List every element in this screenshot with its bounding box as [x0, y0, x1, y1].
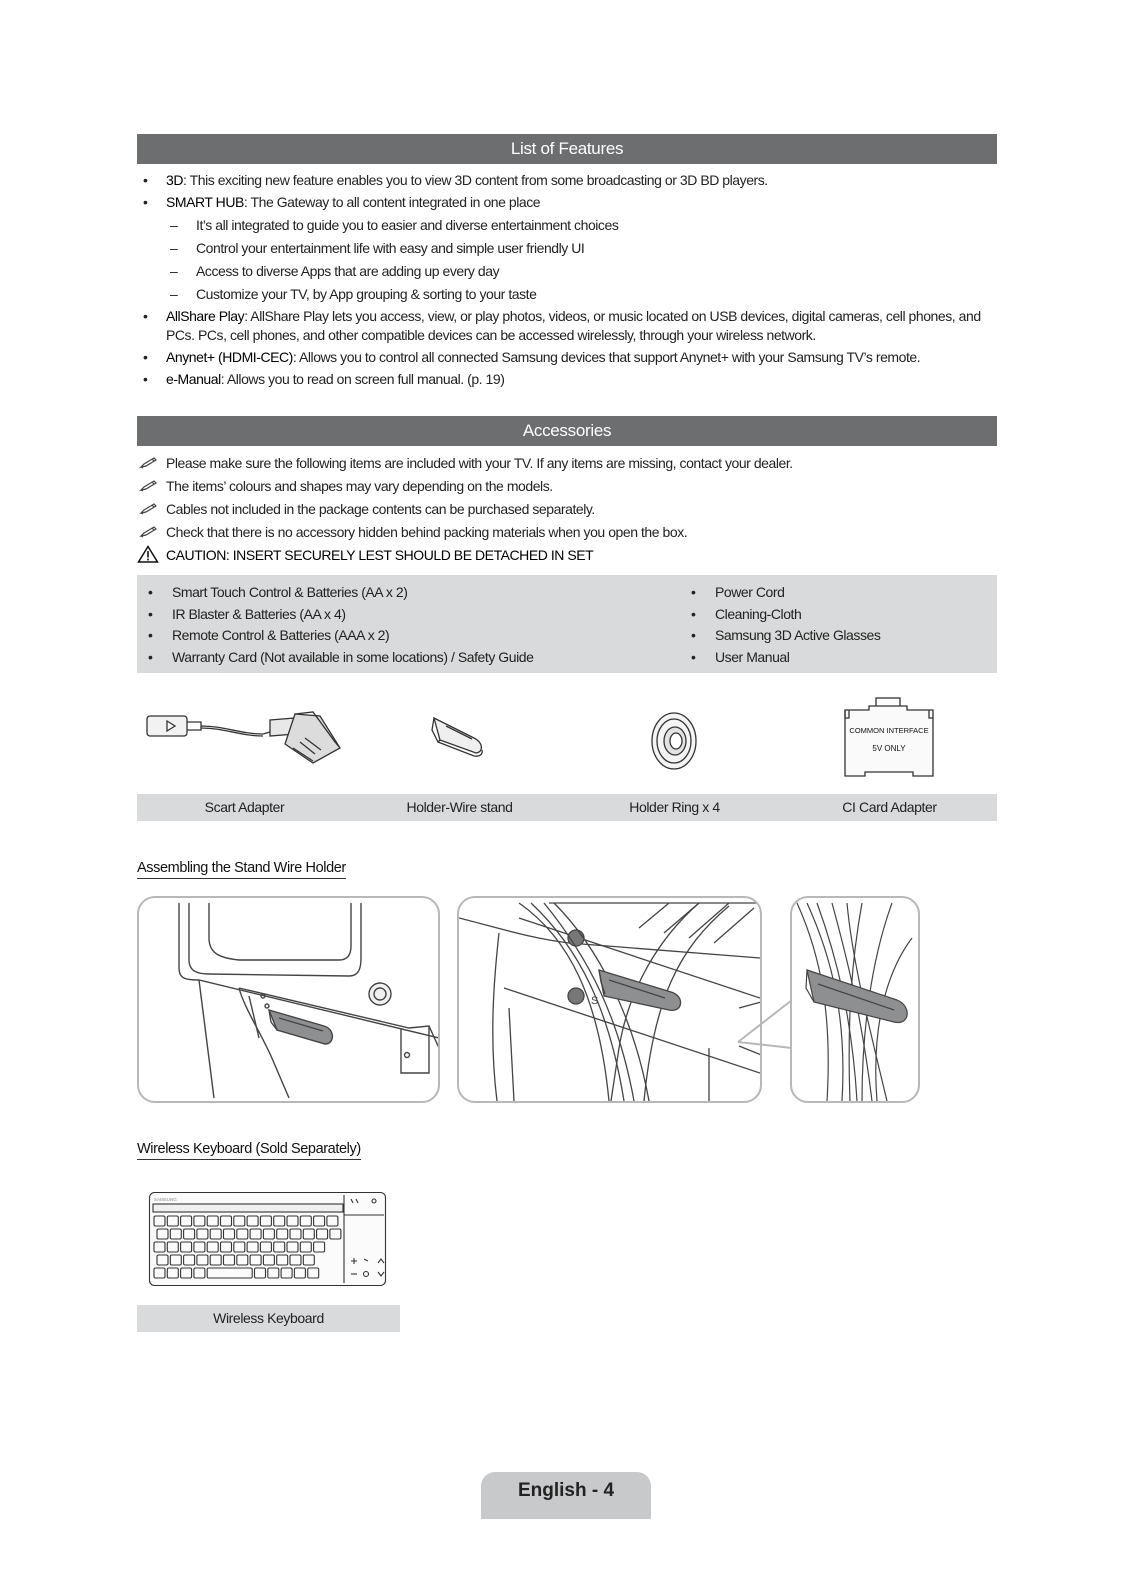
accessory-item: • Remote Control & Batteries (AAA x 2) [148, 627, 390, 644]
note-item: Check that there is no accessory hidden behind packing materials when you open the box. [137, 523, 997, 546]
wireless-keyboard-icon [148, 1191, 388, 1287]
keyboard-heading: Wireless Keyboard (Sold Separately) [137, 1141, 361, 1160]
ci-card-label-1: COMMON INTERFACE [849, 726, 929, 735]
caption-ci-card-adapter: CI Card Adapter [842, 799, 937, 815]
ci-card-adapter-icon [841, 696, 937, 782]
assembly-step-1-panel [137, 896, 440, 1103]
feature-subitem: – Access to diverse Apps that are adding up every day [170, 263, 500, 279]
accessory-item: • User Manual [691, 649, 790, 666]
caption-holder-ring: Holder Ring x 4 [629, 799, 720, 815]
note-item: Please make sure the following items are included with your TV. If any items are missing, contact your dealer. [137, 454, 997, 477]
holder-wire-stand-icon [428, 712, 490, 758]
scart-adapter-icon [145, 708, 345, 770]
ci-card-label-2: 5V ONLY [872, 744, 906, 753]
features-title: List of Features [137, 134, 997, 164]
holder-ring-icon [648, 710, 700, 772]
features-list [137, 171, 997, 389]
accessory-item: • Smart Touch Control & Batteries (AA x 2) [148, 584, 408, 600]
caption-scart-adapter: Scart Adapter [204, 799, 285, 815]
pencil-note-icon [139, 479, 159, 493]
note-item: Cables not included in the package contents can be purchased separately. [137, 500, 997, 523]
assembly-step-3-illustration [792, 898, 918, 1101]
feature-item: • Anynet+ (HDMI-CEC): Allows you to control all connected Samsung devices that support Anynet+ with your Samsung TV’s remote. [143, 349, 921, 365]
caution-note: CAUTION: INSERT SECURELY LEST SHOULD BE DETACHED IN SET [137, 546, 997, 569]
stand-wire-heading: Assembling the Stand Wire Holder [137, 860, 346, 879]
accessories-left-list [148, 582, 533, 669]
note-item: The items’ colours and shapes may vary depending on the models. [137, 477, 997, 500]
warning-triangle-icon [137, 545, 159, 563]
caption-wireless-keyboard: Wireless Keyboard [213, 1310, 324, 1326]
assembly-step-3-panel [790, 896, 920, 1103]
caption-holder-wire-stand: Holder-Wire stand [406, 799, 513, 815]
pencil-note-icon [139, 525, 159, 539]
assembly-step-2-panel [457, 896, 762, 1103]
accessories-title: Accessories [137, 416, 997, 446]
panel-letter: S [591, 995, 599, 1007]
feature-item: • e-Manual: Allows you to read on screen full manual. (p. 19) [143, 371, 505, 387]
pencil-note-icon [139, 456, 159, 470]
page-footer-tab [481, 1472, 651, 1519]
accessory-item: • IR Blaster & Batteries (AA x 4) [148, 605, 346, 622]
accessory-item: • Power Cord [691, 584, 785, 600]
accessories-right-list [691, 582, 880, 669]
feature-item: • AllShare Play: AllShare Play lets you access, view, or play photos, videos, or music located on USB devices, digital cameras, cell phones, and PCs. PCs, cell phones, and other compatible devices can be accessed wirelessly, through your wireless network. [143, 308, 981, 343]
accessory-item: • Warranty Card (Not available in some locations) / Safety Guide [148, 649, 534, 666]
accessories-notes [137, 454, 997, 569]
feature-subitem: – Customize your TV, by App grouping & sorting to your taste [170, 286, 537, 302]
feature-item: • 3D: This exciting new feature enables you to view 3D content from some broadcasting or 3D BD players. [143, 172, 768, 188]
accessories-contents-box [137, 575, 997, 673]
assembly-step-2-illustration [459, 898, 760, 1101]
assembly-step-1-illustration [139, 898, 438, 1101]
callout-connector [736, 990, 792, 1050]
feature-subitem: – Control your entertainment life with easy and simple user friendly UI [170, 240, 585, 256]
pencil-note-icon [139, 502, 159, 516]
feature-item: • SMART HUB: The Gateway to all content integrated in one place [143, 194, 541, 210]
feature-subitem: – It’s all integrated to guide you to easier and diverse entertainment choices [170, 217, 619, 233]
accessory-item: • Samsung 3D Active Glasses [691, 627, 881, 644]
page-number-label: English - 4 [517, 1480, 615, 1501]
accessory-item: • Cleaning-Cloth [691, 605, 802, 622]
keyboard-brand: SAMSUNG [154, 1197, 177, 1202]
